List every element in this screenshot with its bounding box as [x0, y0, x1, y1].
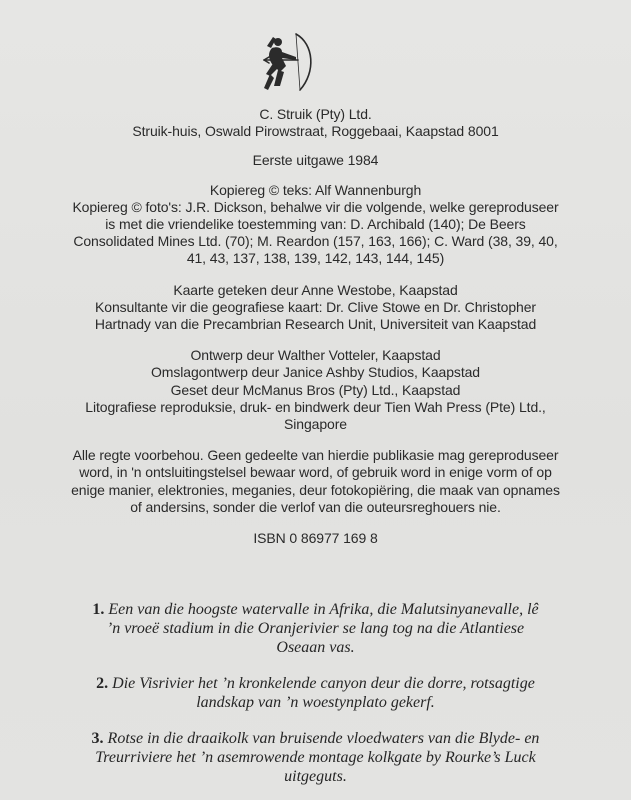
caption-number: 3. [91, 730, 104, 747]
publisher-address: Struik-huis, Oswald Pirowstraat, Roggebaai, Kaapstad 8001 [132, 123, 499, 140]
production-line: Omslagontwerp deur Janice Ashby Studios, Kaapstad [151, 364, 480, 381]
copyright-text-line: Kopiereg © teks: Alf Wannenburgh [209, 181, 422, 198]
caption-text: Rotse in die draaikolk van bruisende vloedwaters van die Blyde- en [107, 730, 540, 747]
rights-line: word, in 'n ontsluitingstelsel bewaar word, of gebruik word in enige vorm of op [79, 464, 552, 481]
caption-number: 2. [96, 675, 109, 692]
caption-3-line: uitgeguts. [284, 768, 347, 785]
production-line: Litografiese reproduksie, druk- en bindwerk deur Tien Wah Press (Pte) Ltd., [85, 398, 546, 415]
rights-line: of andersins, sonder die verlof van die outeursreghouers nie. [130, 498, 501, 515]
caption-number: 1. [92, 601, 105, 618]
archer-icon [256, 28, 320, 96]
caption-3-line: Treurriviere het ’n asemrowende montage kolkgate by Rourke’s Luck [95, 749, 536, 766]
caption-1-line [0, 600, 631, 619]
caption-1-line: ’n vroeë stadium in die Oranjerivier se lang tog na die Atlantiese [106, 620, 525, 637]
production-line: Singapore [284, 416, 347, 433]
isbn-line: ISBN 0 86977 169 8 [253, 530, 378, 547]
maps-line: Konsultante vir die geografiese kaart: Dr. Clive Stowe en Dr. Christopher [95, 298, 536, 315]
publisher-name: C. Struik (Pty) Ltd. [259, 106, 372, 122]
caption-text: Een van die hoogste watervalle in Afrika, die Malutsinyanevalle, lê [108, 601, 539, 618]
caption-3-line [0, 729, 631, 748]
imprint-credits [0, 106, 631, 547]
rights-line: enige manier, elektronies, meganies, deur fotokopiëring, die maak van opnames [71, 481, 560, 498]
caption-2-line [0, 674, 631, 693]
production-line: Ontwerp deur Walther Votteler, Kaapstad [190, 347, 441, 364]
photo-captions [0, 600, 631, 786]
production-line: Geset deur McManus Bros (Pty) Ltd., Kaapstad [170, 381, 461, 398]
copyright-photos-line: 41, 43, 137, 138, 139, 142, 143, 144, 145) [186, 250, 445, 267]
caption-2-line: landskap van ’n woestynplato gekerf. [196, 694, 435, 711]
maps-line: Hartnady van die Precambrian Research Unit, Universiteit van Kaapstad [94, 316, 537, 333]
maps-line: Kaarte geteken deur Anne Westobe, Kaapstad [173, 281, 458, 298]
copyright-photos-line: Consolidated Mines Ltd. (70); M. Reardon (157, 163, 166); C. Ward (38, 39, 40, [73, 233, 558, 250]
caption-text: Die Visrivier het ’n kronkelende canyon deur die dorre, rotsagtige [112, 675, 535, 692]
edition-line: Eerste uitgawe 1984 [252, 152, 379, 169]
copyright-photos-line: Kopiereg © foto's: J.R. Dickson, behalwe vir die volgende, welke gereproduseer [72, 198, 559, 215]
caption-1-line: Oseaan vas. [276, 639, 355, 656]
copyright-photos-line: is met die vriendelike toestemming van: D. Archibald (140); De Beers [105, 216, 526, 233]
rights-line: Alle regte voorbehou. Geen gedeelte van hierdie publikasie mag gereproduseer [72, 447, 559, 464]
